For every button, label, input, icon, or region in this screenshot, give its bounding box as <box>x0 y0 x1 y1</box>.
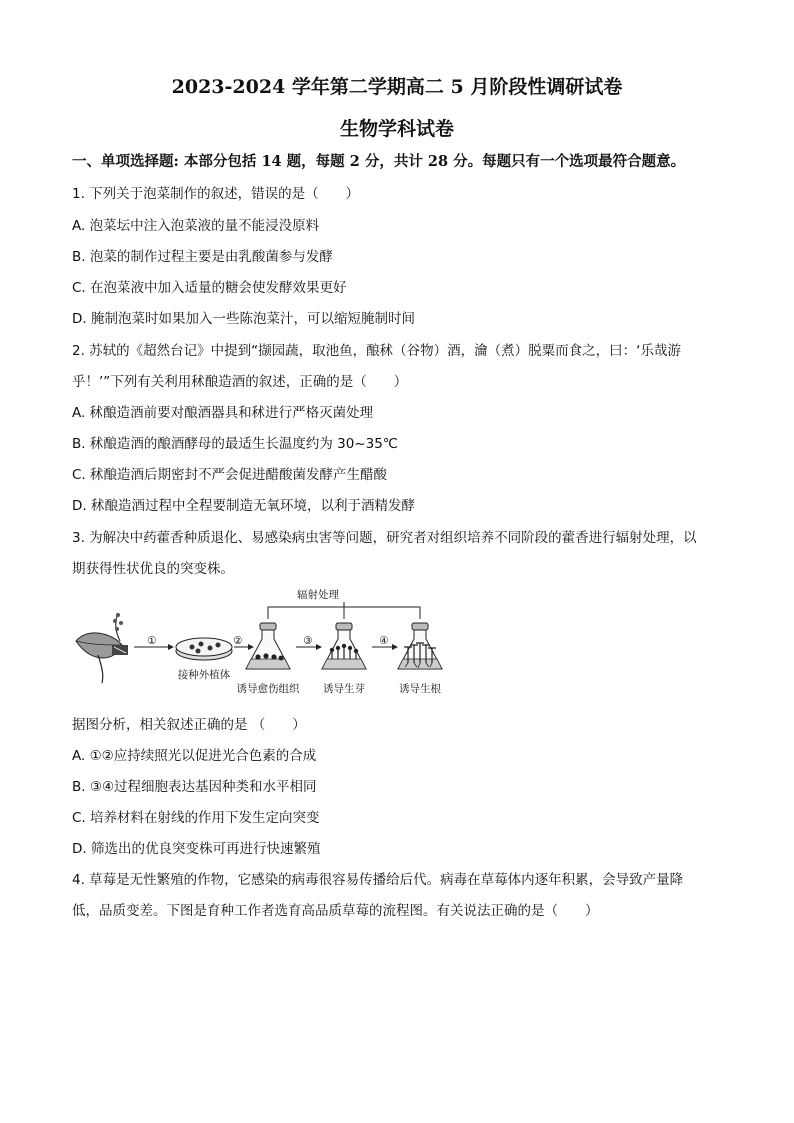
q3-option-c: C. 培养材料在射线的作用下发生定向突变 <box>72 810 320 826</box>
petri-dish-icon <box>176 638 232 660</box>
section-heading: 一、单项选择题: 本部分包括 14 题，每题 2 分，共计 28 分。每题只有一个选项最符合题意。 <box>72 153 686 170</box>
step2-label: ② <box>233 635 243 647</box>
q3-stem-line2: 期获得性状优良的突变株。 <box>72 561 234 577</box>
callus-label: 诱导愈伤组织 <box>236 683 300 695</box>
q1-option-c: C. 在泡菜液中加入适量的糖会使发酵效果更好 <box>72 280 347 296</box>
q1-option-d: D. 腌制泡菜时如果加入一些陈泡菜汁，可以缩短腌制时间 <box>72 311 415 327</box>
q3-option-a: A. ①②应持续照光以促进光合色素的合成 <box>72 748 317 764</box>
step4-label: ④ <box>379 635 389 647</box>
q1-option-b: B. 泡菜的制作过程主要是由乳酸菌参与发酵 <box>72 249 333 265</box>
exam-title: 2023-2024 学年第二学期高二 5 月阶段性调研试卷 <box>171 76 623 98</box>
q4-stem-line1: 4. 草莓是无性繁殖的作物，它感染的病毒很容易传播给后代。病毒在草莓体内逐年积累，会导致产量降 <box>72 872 684 888</box>
explant-label: 接种外植体 <box>177 669 231 681</box>
q2-stem-line1: 2. 苏轼的《超然台记》中提到“撷园蔬，取池鱼，酿秫（谷物）酒，瀹（煮）脱粟而食之，曰：‘乐哉游 <box>72 343 681 359</box>
q3-stem-line1: 3. 为解决中药藿香种质退化、易感染病虫害等问题，研究者对组织培养不同阶段的藿香进行辐射处理，以 <box>72 530 697 546</box>
step3-label: ③ <box>303 635 313 647</box>
q3-question: 据图分析，相关叙述正确的是 （ ） <box>72 717 306 733</box>
step1-label: ① <box>147 635 157 647</box>
plant-leaf-icon <box>76 613 128 683</box>
q2-stem-line2: 乎！’”下列有关利用秫酿造酒的叙述，正确的是（ ） <box>72 374 408 390</box>
flask-root-icon <box>398 623 442 669</box>
flask-callus-icon <box>246 623 290 669</box>
q1-stem: 1. 下列关于泡菜制作的叙述，错误的是（ ） <box>72 186 360 202</box>
tissue-culture-figure <box>68 583 468 703</box>
exam-subtitle: 生物学科试卷 <box>339 118 454 140</box>
q1-option-a: A. 泡菜坛中注入泡菜液的量不能浸没原料 <box>72 218 320 234</box>
q2-option-b: B. 秫酿造酒的酿酒酵母的最适生长温度约为 30~35℃ <box>72 436 398 452</box>
q2-option-a: A. 秫酿造酒前要对酿酒器具和秫进行严格灭菌处理 <box>72 405 374 421</box>
shoot-label: 诱导生芽 <box>323 683 365 695</box>
q3-option-b: B. ③④过程细胞表达基因种类和水平相同 <box>72 779 317 795</box>
root-label: 诱导生根 <box>399 683 441 695</box>
radiation-label: 辐射处理 <box>297 589 339 601</box>
q2-option-d: D. 秫酿造酒过程中全程要制造无氧环境，以利于酒精发酵 <box>72 498 415 514</box>
q4-stem-line2: 低，品质变差。下图是育种工作者选育高品质草莓的流程图。有关说法正确的是（ ） <box>72 903 599 919</box>
q3-option-d: D. 筛选出的优良突变株可再进行快速繁殖 <box>72 841 321 857</box>
q2-option-c: C. 秫酿造酒后期密封不严会促进醋酸菌发酵产生醋酸 <box>72 467 388 483</box>
flask-shoot-icon <box>322 623 366 669</box>
